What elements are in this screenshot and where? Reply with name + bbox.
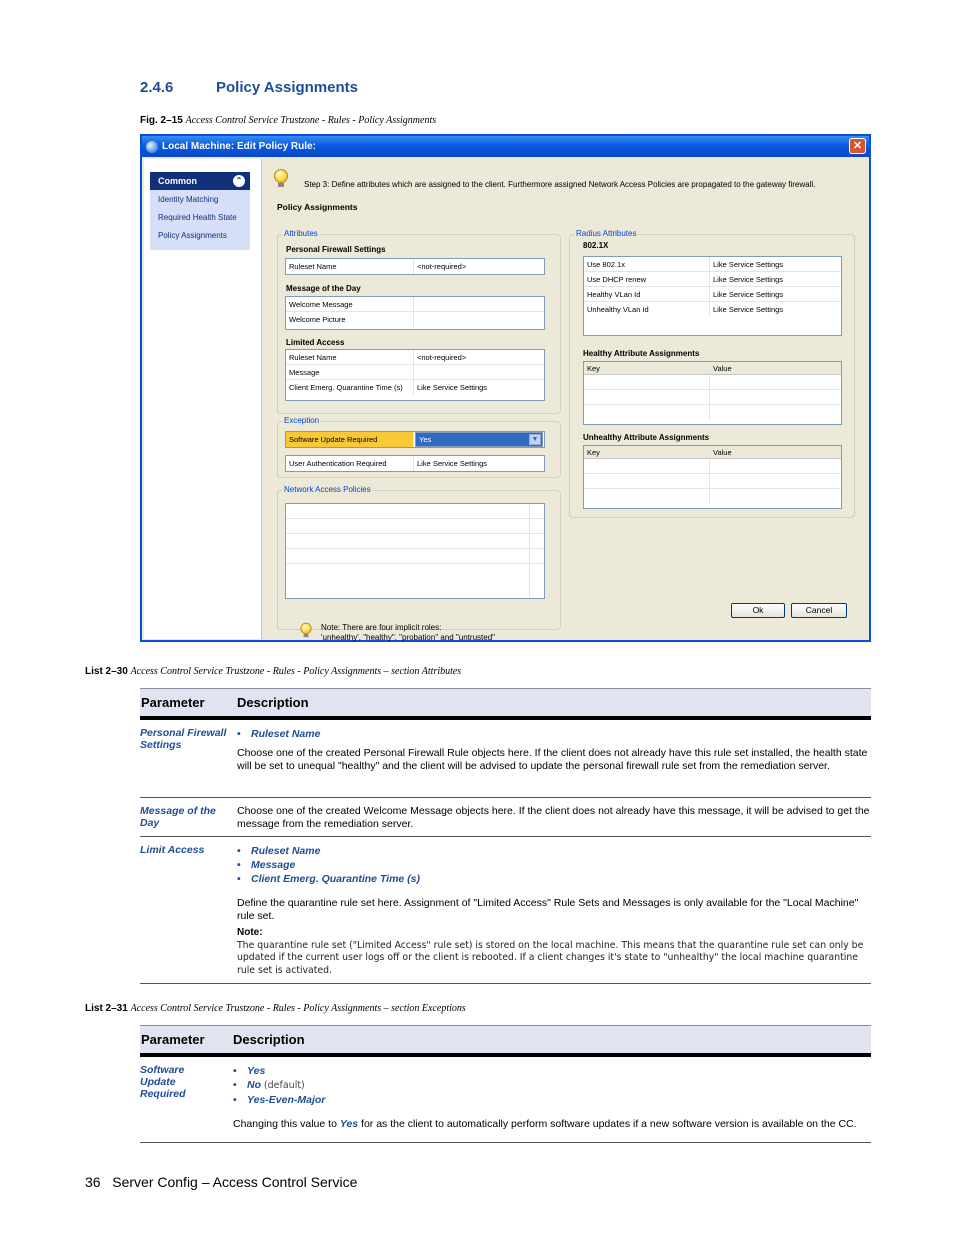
policy-rule-window — [140, 134, 871, 642]
limited-access-grid — [285, 349, 545, 401]
software-update-description: Changing this value to Yes for as the client to automatically perform software updates if a new software version is available on the CC. — [233, 1118, 857, 1130]
desc-column-header: Description — [237, 695, 309, 710]
nav-item-required-health-state[interactable]: Required Health State — [158, 213, 237, 222]
list-30-label: List 2–30 — [85, 666, 128, 677]
nav-header-label: Common — [158, 176, 197, 186]
healthy-assignments-title: Healthy Attribute Assignments — [583, 349, 700, 358]
lightbulb-icon — [274, 169, 288, 187]
grid-row[interactable]: Welcome Picture — [286, 312, 544, 327]
bullet-item: • Client Emerg. Quarantine Time (s) — [237, 873, 421, 885]
bullet-item: • Ruleset Name — [237, 728, 321, 740]
implicit-roles-note: Note: There are four implicit roles: 'unhealthy', "healthy", "probation" and "untrusted" — [321, 623, 495, 642]
firewall-settings-title: Personal Firewall Settings — [286, 245, 386, 254]
bullet-item: • No (default) — [233, 1079, 305, 1091]
network-access-policies-list[interactable] — [285, 503, 545, 599]
note-body: The quarantine rule set ("Limited Access" rule set) is stored on the local machine. This means that the quarantine rule set can only be updated if the current user logs off or the client is rebooted. If a client changes it's state to "unhealthy" the local machine quarantine rule set is activated. — [237, 939, 864, 976]
grid-header: Key Value — [584, 446, 841, 459]
dot1x-grid — [583, 256, 842, 336]
page-footer — [85, 1174, 357, 1190]
bullet-item: • Yes — [233, 1065, 266, 1077]
chevron-up-icon[interactable]: ⌃ — [233, 175, 245, 187]
list-31-caption — [85, 1003, 466, 1014]
nav-item-policy-assignments[interactable]: Policy Assignments — [158, 231, 227, 240]
network-access-policies-label: Network Access Policies — [284, 485, 371, 494]
param-cell: Message of the Day — [140, 805, 216, 829]
grid-row[interactable]: Client Emerg. Quarantine Time (s) Like Service Settings — [286, 380, 544, 395]
exceptions-parameter-table — [140, 1025, 871, 1143]
software-update-value: Yes — [419, 435, 432, 444]
desc-cell: • Ruleset Name Choose one of the created Personal Firewall Rule objects here. If the client does not already have this rule set installed, the health state will be set to unequal "healthy" and the client will be advised to update the personal firewall rule set from the remediation server. — [237, 720, 871, 797]
navigation-pane — [144, 159, 262, 639]
footer-title: Server Config – Access Control Service — [112, 1174, 358, 1190]
software-update-label: Software Update Required — [286, 432, 414, 447]
unhealthy-assignments-title: Unhealthy Attribute Assignments — [583, 433, 710, 442]
close-icon[interactable]: ✕ — [849, 138, 866, 154]
desc-cell: Choose one of the created Welcome Message objects here. If the client does not already have this message, it will be advised to get the message from the remediation server. — [237, 805, 870, 830]
grid-row[interactable]: Healthy VLan Id Like Service Settings — [584, 287, 841, 302]
param-cell: Software Update Required — [140, 1064, 186, 1100]
app-icon — [146, 141, 158, 153]
dot1x-title: 802.1X — [583, 241, 609, 250]
table-row — [140, 837, 871, 984]
param-cell: Personal Firewall Settings — [140, 727, 227, 751]
nav-group-header[interactable] — [150, 172, 250, 190]
grid-row[interactable]: User Authentication Required Like Service Settings — [286, 456, 544, 471]
param-cell: Limit Access — [140, 844, 205, 856]
motd-grid — [285, 296, 545, 330]
list-31-caption-text: Access Control Service Trustzone - Rules - Policy Assignments – section Exceptions — [130, 1003, 466, 1014]
figure-caption-text: Access Control Service Trustzone - Rules - Policy Assignments — [185, 115, 437, 126]
software-update-select[interactable] — [415, 432, 543, 447]
desc-cell — [233, 1057, 871, 1142]
limited-access-title: Limited Access — [286, 338, 345, 347]
param-column-header: Parameter — [141, 695, 205, 710]
nav-group-common — [150, 172, 250, 250]
grid-row[interactable]: Use DHCP renew Like Service Settings — [584, 272, 841, 287]
figure-caption — [140, 115, 436, 126]
ok-button[interactable]: Ok — [731, 603, 785, 618]
window-titlebar — [142, 136, 869, 157]
table-row — [140, 720, 871, 798]
list-31-label: List 2–31 — [85, 1003, 128, 1014]
network-access-policies-group — [277, 485, 561, 630]
chevron-down-icon[interactable]: ▼ — [529, 434, 541, 445]
window-body — [144, 159, 867, 642]
grid-row[interactable]: Welcome Message — [286, 297, 544, 312]
section-number: 2.4.6 — [140, 79, 174, 96]
exception-group — [277, 416, 561, 478]
radius-attributes-label: Radius Attributes — [576, 229, 637, 238]
table-row — [140, 1057, 871, 1143]
attributes-label: Attributes — [284, 229, 318, 238]
section-title: Policy Assignments — [216, 79, 358, 96]
grid-row[interactable]: Message — [286, 365, 544, 380]
firewall-settings-grid — [285, 258, 545, 275]
desc-column-header: Description — [233, 1032, 305, 1047]
main-pane — [264, 159, 867, 642]
grid-row[interactable]: Unhealthy VLan Id Like Service Settings — [584, 302, 841, 317]
param-column-header: Parameter — [141, 1032, 205, 1047]
grid-row[interactable]: Ruleset Name <not-required> — [286, 259, 544, 274]
section-heading — [140, 79, 358, 96]
page-number: 36 — [85, 1174, 101, 1190]
table-header — [140, 688, 871, 720]
window-title: Local Machine: Edit Policy Rule: — [162, 141, 316, 152]
bullet-item: • Message — [237, 859, 296, 871]
attributes-group — [277, 229, 561, 414]
grid-row[interactable]: Use 802.1x Like Service Settings — [584, 257, 841, 272]
healthy-assignments-grid[interactable] — [583, 361, 842, 425]
bullet-item: • Ruleset Name — [237, 845, 321, 857]
step-description: Step 3: Define attributes which are assigned to the client. Furthermore assigned Network Access Policies are propagated to the gateway firewall. — [304, 180, 816, 189]
desc-cell: • Ruleset Name • Message • Client Emerg. Quarantine Time (s) Define the quarantine rule set here. Assignment of "Limited Access" Rule Sets and Messages is only available for the "Local Machine" rule set. Note: The quarantine rule set ("Limited Access" rule set) is stored on the local machine. This means that the quarantine rule set can only be updated if the current user logs off or the client is rebooted. If a client changes it's state to "unhealthy" the local machine quarantine rule set is activated. — [237, 837, 871, 983]
cancel-button[interactable]: Cancel — [791, 603, 847, 618]
motd-title: Message of the Day — [286, 284, 361, 293]
table-row — [140, 798, 871, 837]
figure-label: Fig. 2–15 — [140, 115, 183, 126]
list-30-caption — [85, 666, 461, 677]
list-30-caption-text: Access Control Service Trustzone - Rules - Policy Assignments – section Attributes — [130, 666, 462, 677]
grid-header: Key Value — [584, 362, 841, 375]
exception-label: Exception — [284, 416, 320, 425]
table-header — [140, 1025, 871, 1057]
panel-title: Policy Assignments — [277, 202, 358, 212]
nav-item-identity-matching[interactable]: Identity Matching — [158, 195, 219, 204]
attributes-parameter-table — [140, 688, 871, 984]
note-heading: Note: — [237, 927, 263, 938]
radius-attributes-group — [569, 229, 855, 518]
note-lightbulb-icon — [300, 623, 311, 637]
user-auth-grid — [285, 455, 545, 472]
grid-row[interactable]: Ruleset Name <not-required> — [286, 350, 544, 365]
bullet-item: • Yes-Even-Major — [233, 1094, 326, 1106]
unhealthy-assignments-grid[interactable] — [583, 445, 842, 509]
